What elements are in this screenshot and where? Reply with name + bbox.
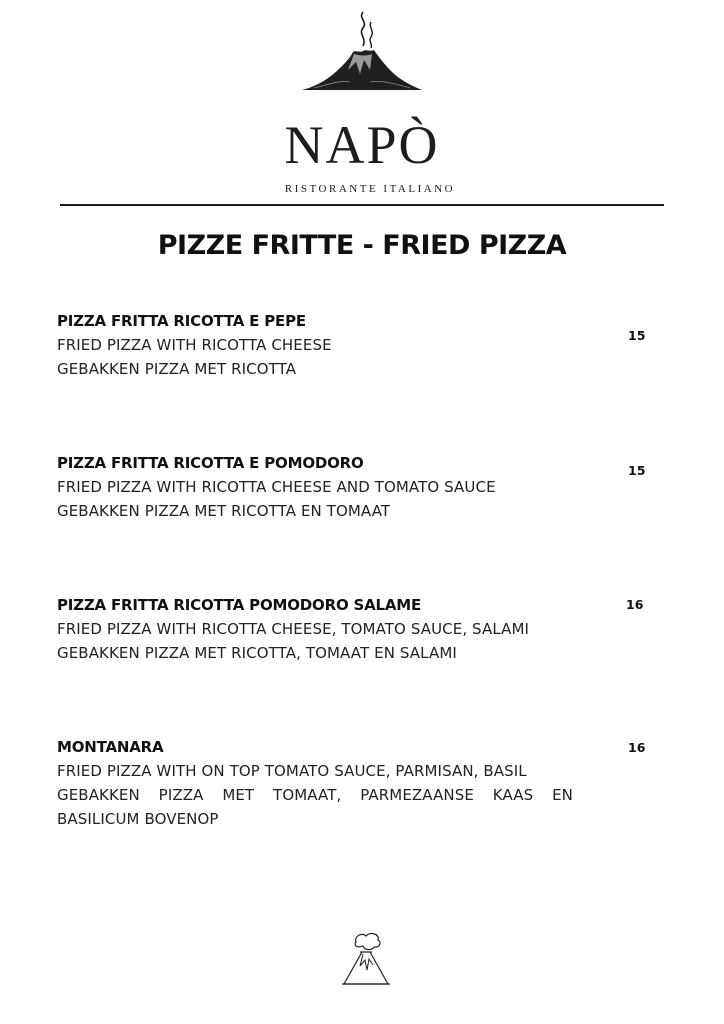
brand-subtitle: RISTORANTE ITALIANO [284,183,456,195]
volcano-icon [300,8,424,114]
menu-item [57,593,657,665]
item-description-nl-continued: BASILICUM BOVENOP [57,810,219,828]
menu-item [57,451,657,523]
item-description-en: FRIED PIZZA WITH RICOTTA CHEESE AND TOMATO SAUCE [57,478,496,496]
item-description-en: FRIED PIZZA WITH ON TOP TOMATO SAUCE, PARMISAN, BASIL [57,762,527,780]
item-description-nl: GEBAKKEN PIZZA MET TOMAAT, PARMEZAANSE KAAS EN [57,786,573,804]
item-description-nl: GEBAKKEN PIZZA MET RICOTTA, TOMAAT EN SALAMI [57,644,457,662]
item-name: PIZZA FRITTA RICOTTA E POMODORO [57,454,364,472]
item-price: 15 [628,463,646,478]
item-description-nl: GEBAKKEN PIZZA MET RICOTTA EN TOMAAT [57,502,391,520]
item-description-en: FRIED PIZZA WITH RICOTTA CHEESE, TOMATO SAUCE, SALAMI [57,620,530,638]
item-description-en: FRIED PIZZA WITH RICOTTA CHEESE [57,336,332,354]
item-name: PIZZA FRITTA RICOTTA POMODORO SALAME [57,596,422,614]
restaurant-logo [0,0,724,200]
menu-item [57,309,657,381]
item-price: 16 [628,740,646,755]
menu-item [57,735,657,831]
item-name: MONTANARA [57,738,164,756]
item-price: 16 [626,597,644,612]
section-title: PIZZE FRITTE - FRIED PIZZA [157,230,567,261]
item-name: PIZZA FRITTA RICOTTA E PEPE [57,312,306,330]
brand-name: NAPÒ [284,115,440,175]
volcano-outline-icon [338,928,394,988]
item-description-nl: GEBAKKEN PIZZA MET RICOTTA [57,360,297,378]
header-divider [60,204,664,206]
item-price: 15 [628,328,646,343]
